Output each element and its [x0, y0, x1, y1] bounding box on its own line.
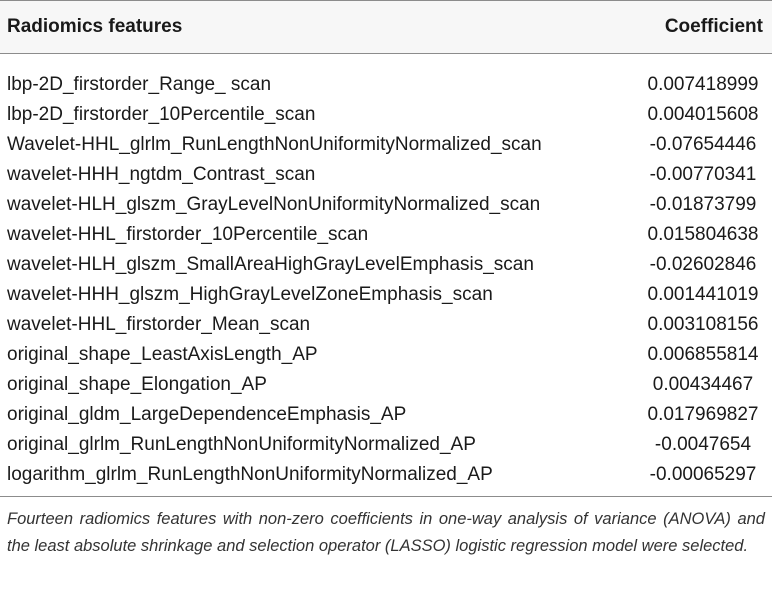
table-footnote: Fourteen radiomics features with non-zero coefficients in one-way analysis of variance (ANOVA) and the least absolute shrinkage and selection operator (LASSO) logistic regression model were selected. — [7, 510, 765, 555]
coefficient-cell: 0.007418999 — [647, 74, 759, 95]
table-row — [0, 400, 772, 430]
coefficient-cell: 0.003108156 — [647, 314, 759, 335]
table-row — [0, 280, 772, 310]
table-row — [0, 340, 772, 370]
coefficient-cell: -0.02602846 — [649, 254, 757, 275]
coefficient-cell: -0.00770341 — [649, 164, 757, 185]
feature-cell: original_shape_LeastAxisLength_AP — [7, 344, 318, 365]
feature-cell: lbp-2D_firstorder_Range_ scan — [7, 74, 272, 95]
table-bottom-rule — [0, 496, 772, 497]
table-row — [0, 370, 772, 400]
table-body — [0, 70, 772, 490]
feature-cell: wavelet-HLH_glszm_GrayLevelNonUniformityNormalized_scan — [7, 194, 541, 215]
feature-cell: wavelet-HHL_firstorder_Mean_scan — [7, 314, 311, 335]
feature-cell: wavelet-HHH_glszm_HighGrayLevelZoneEmphasis_scan — [7, 284, 493, 305]
table-row — [0, 460, 772, 490]
coefficient-cell: -0.0047654 — [654, 434, 752, 455]
table-row — [0, 130, 772, 160]
header-radiomics-features: Radiomics features — [7, 16, 183, 37]
table-row — [0, 70, 772, 100]
table-row — [0, 310, 772, 340]
coefficient-cell: 0.017969827 — [647, 404, 759, 425]
coefficient-cell: 0.001441019 — [647, 284, 759, 305]
table-row — [0, 100, 772, 130]
table-header — [0, 1, 772, 54]
feature-cell: wavelet-HLH_glszm_SmallAreaHighGrayLevelEmphasis_scan — [7, 254, 534, 275]
table-row — [0, 160, 772, 190]
coefficient-cell: 0.004015608 — [647, 104, 759, 125]
feature-cell: wavelet-HHL_firstorder_10Percentile_scan — [7, 224, 369, 245]
feature-cell: wavelet-HHH_ngtdm_Contrast_scan — [7, 164, 316, 185]
table-row — [0, 220, 772, 250]
coefficient-cell: 0.006855814 — [647, 344, 759, 365]
feature-cell: original_gldm_LargeDependenceEmphasis_AP — [7, 404, 407, 425]
coefficient-cell: -0.01873799 — [649, 194, 757, 215]
feature-cell: original_shape_Elongation_AP — [7, 374, 267, 395]
coefficient-cell: -0.07654446 — [649, 134, 757, 155]
table-row — [0, 250, 772, 280]
header-coefficient: Coefficient — [664, 16, 763, 37]
coefficient-cell: 0.015804638 — [647, 224, 759, 245]
table-row — [0, 190, 772, 220]
coefficient-cell: -0.00065297 — [649, 464, 757, 485]
feature-cell: logarithm_glrlm_RunLengthNonUniformityNormalized_AP — [7, 464, 493, 485]
feature-cell: Wavelet-HHL_glrlm_RunLengthNonUniformityNormalized_scan — [7, 134, 542, 155]
table-row — [0, 430, 772, 460]
feature-cell: lbp-2D_firstorder_10Percentile_scan — [7, 104, 316, 125]
coefficient-cell: 0.00434467 — [652, 374, 754, 395]
feature-cell: original_glrlm_RunLengthNonUniformityNormalized_AP — [7, 434, 476, 455]
